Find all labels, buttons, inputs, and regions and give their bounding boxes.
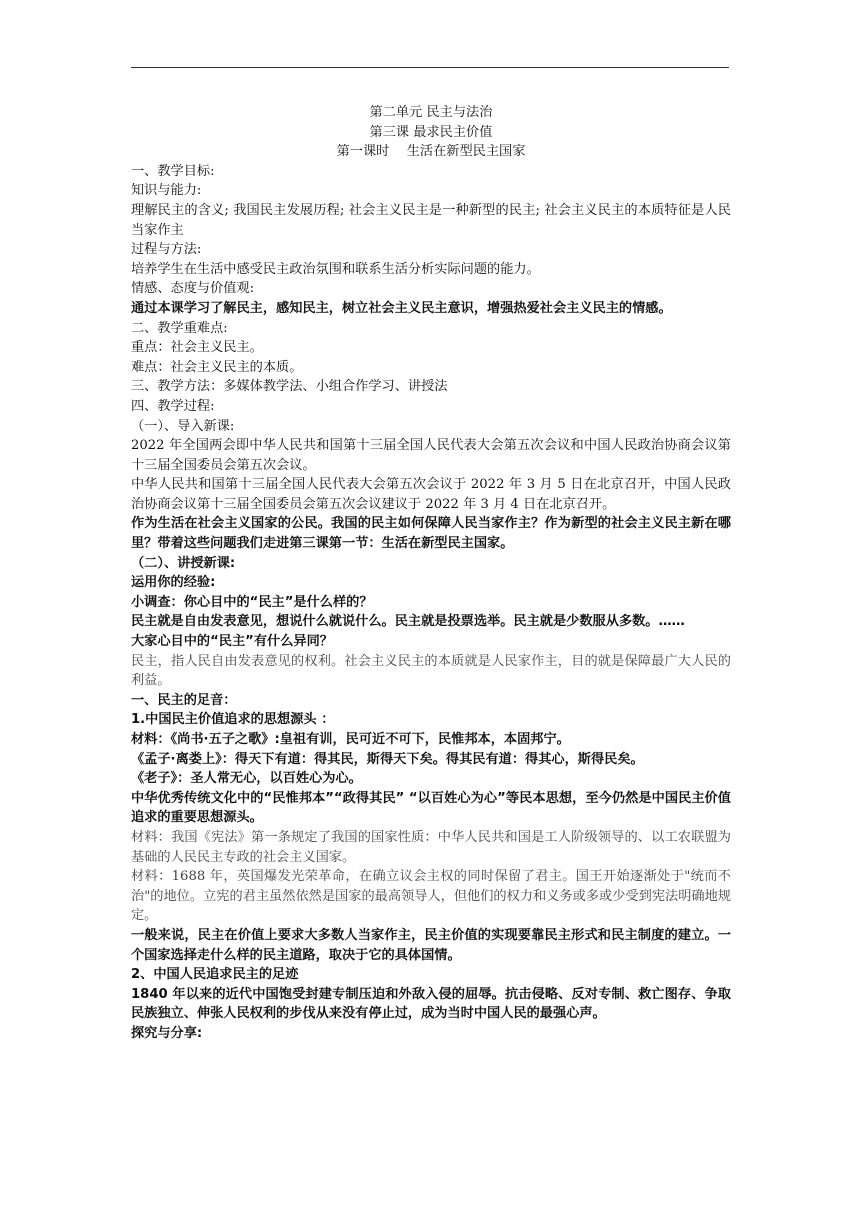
period-title: 第一课时 生活在新型民主国家	[336, 144, 526, 160]
paragraph: （二）、讲授新课:	[131, 555, 236, 571]
paragraph: 运用你的经验:	[131, 575, 216, 591]
paragraph: 难点：社会主义民主的本质。	[131, 359, 303, 375]
paragraph: 1840 年以来的近代中国饱受封建专制压迫和外敌入侵的屈辱。抗击侵略、反对专制、救亡图存、争取民族独立、伸张人民权利的步伐从来没有停止过，成为当时中国人民的最强心声。	[131, 986, 731, 1022]
paragraph: 四、教学过程:	[131, 398, 215, 414]
paragraph: 情感、态度与价值观:	[131, 281, 255, 297]
paragraph: 二、教学重难点:	[131, 320, 228, 336]
paragraph: 小调查：你心目中的“民主”是什么样的？	[131, 594, 373, 610]
paragraph: 《孟子·离娄上》：得天下有道：得其民，斯得天下矣。得其民有道：得其心，斯得民矣。	[131, 751, 644, 767]
paragraph: 理解民主的含义; 我国民主发展历程; 社会主义民主是一种新型的民主; 社会主义民主的本质特征是人民当家作主	[131, 202, 731, 238]
paragraph: 材料：1688 年，英国爆发光荣革命，在确立议会主权的同时保留了君主。国王开始逐渐处于"统而不治"的地位。立宪的君主虽然依然是国家的最高领导人，但他们的权力和义务或多或少受到宪法明确地规定。	[131, 869, 731, 924]
paragraph: 培养学生在生活中感受民主政治氛围和联系生活分析实际问题的能力。	[131, 261, 540, 277]
paragraph: 一、民主的足音：	[131, 692, 237, 708]
paragraph: 民主就是自由发表意见，想说什么就说什么。民主就是投票选举。民主就是少数服从多数。……	[131, 614, 685, 630]
document-body	[131, 162, 731, 1044]
document-page	[131, 103, 731, 1044]
paragraph: 2022 年全国两会即中华人民共和国第十三届全国人民代表大会第五次会议和中国人民政治协商会议第十三届全国委员会第五次会议。	[131, 438, 731, 473]
paragraph: 过程与方法:	[131, 242, 202, 258]
unit-title: 第二单元 民主与法治	[369, 105, 493, 120]
paragraph: 材料：我国《宪法》第一条规定了我国的国家性质：中华人民共和国是工人阶级领导的、以工农联盟为基础的人民民主专政的社会主义国家。	[131, 829, 731, 865]
paragraph: 重点：社会主义民主。	[131, 340, 263, 356]
paragraph: 探究与分享:	[131, 1025, 203, 1041]
paragraph: 一、教学目标:	[131, 163, 215, 179]
lesson-title: 第三课 最求民主价值	[369, 124, 493, 140]
paragraph: 作为生活在社会主义国家的公民。我国的民主如何保障人民当家作主？作为新型的社会主义民主新在哪里？带着这些问题我们走进第三课第一节：生活在新型民主国家。	[131, 516, 731, 552]
paragraph: 知识与能力:	[131, 183, 202, 199]
paragraph: 2、中国人民追求民主的足迹	[131, 967, 299, 983]
paragraph: 民主，指人民自由发表意见的权利。社会主义民主的本质就是人民家作主，目的就是保障最广大人民的利益。	[131, 653, 731, 689]
paragraph: 一般来说，民主在价值上要求大多数人当家作主，民主价值的实现要靠民主形式和民主制度的建立。一个国家选择走什么样的民主道路，取决于它的具体国情。	[131, 927, 731, 963]
paragraph: 《老子》：圣人常无心，以百姓心为心。	[131, 771, 362, 787]
paragraph: 材料：《尚书·五子之歌》:皇祖有训，民可近不可下，民惟邦本，本固邦宁。	[131, 732, 570, 747]
paragraph: 中华优秀传统文化中的“民惟邦本”“政得其民” “以百姓心为心”等民本思想，至今仍然是中国民主价值追求的重要思想源头。	[131, 790, 731, 826]
paragraph: 三、教学方法：多媒体教学法、小组合作学习、讲授法	[131, 379, 448, 395]
paragraph: 中华人民共和国第十三届全国人民代表大会第五次会议于 2022 年 3 月 5 日在北京召开，中国人民政治协商会议第十三届全国委员会第五次会议建议于 2022 年 3 月 4 日在北京召开。	[131, 477, 731, 512]
paragraph: 通过本课学习了解民主，感知民主，树立社会主义民主意识，增强热爱社会主义民主的情感。	[131, 300, 672, 316]
paragraph: （一）、导入新课:	[131, 418, 235, 434]
paragraph: 1.中国民主价值追求的思想源头 ：	[131, 712, 335, 728]
header-rule	[131, 67, 729, 68]
paragraph: 大家心目中的“民主”有什么异同？	[131, 634, 333, 650]
